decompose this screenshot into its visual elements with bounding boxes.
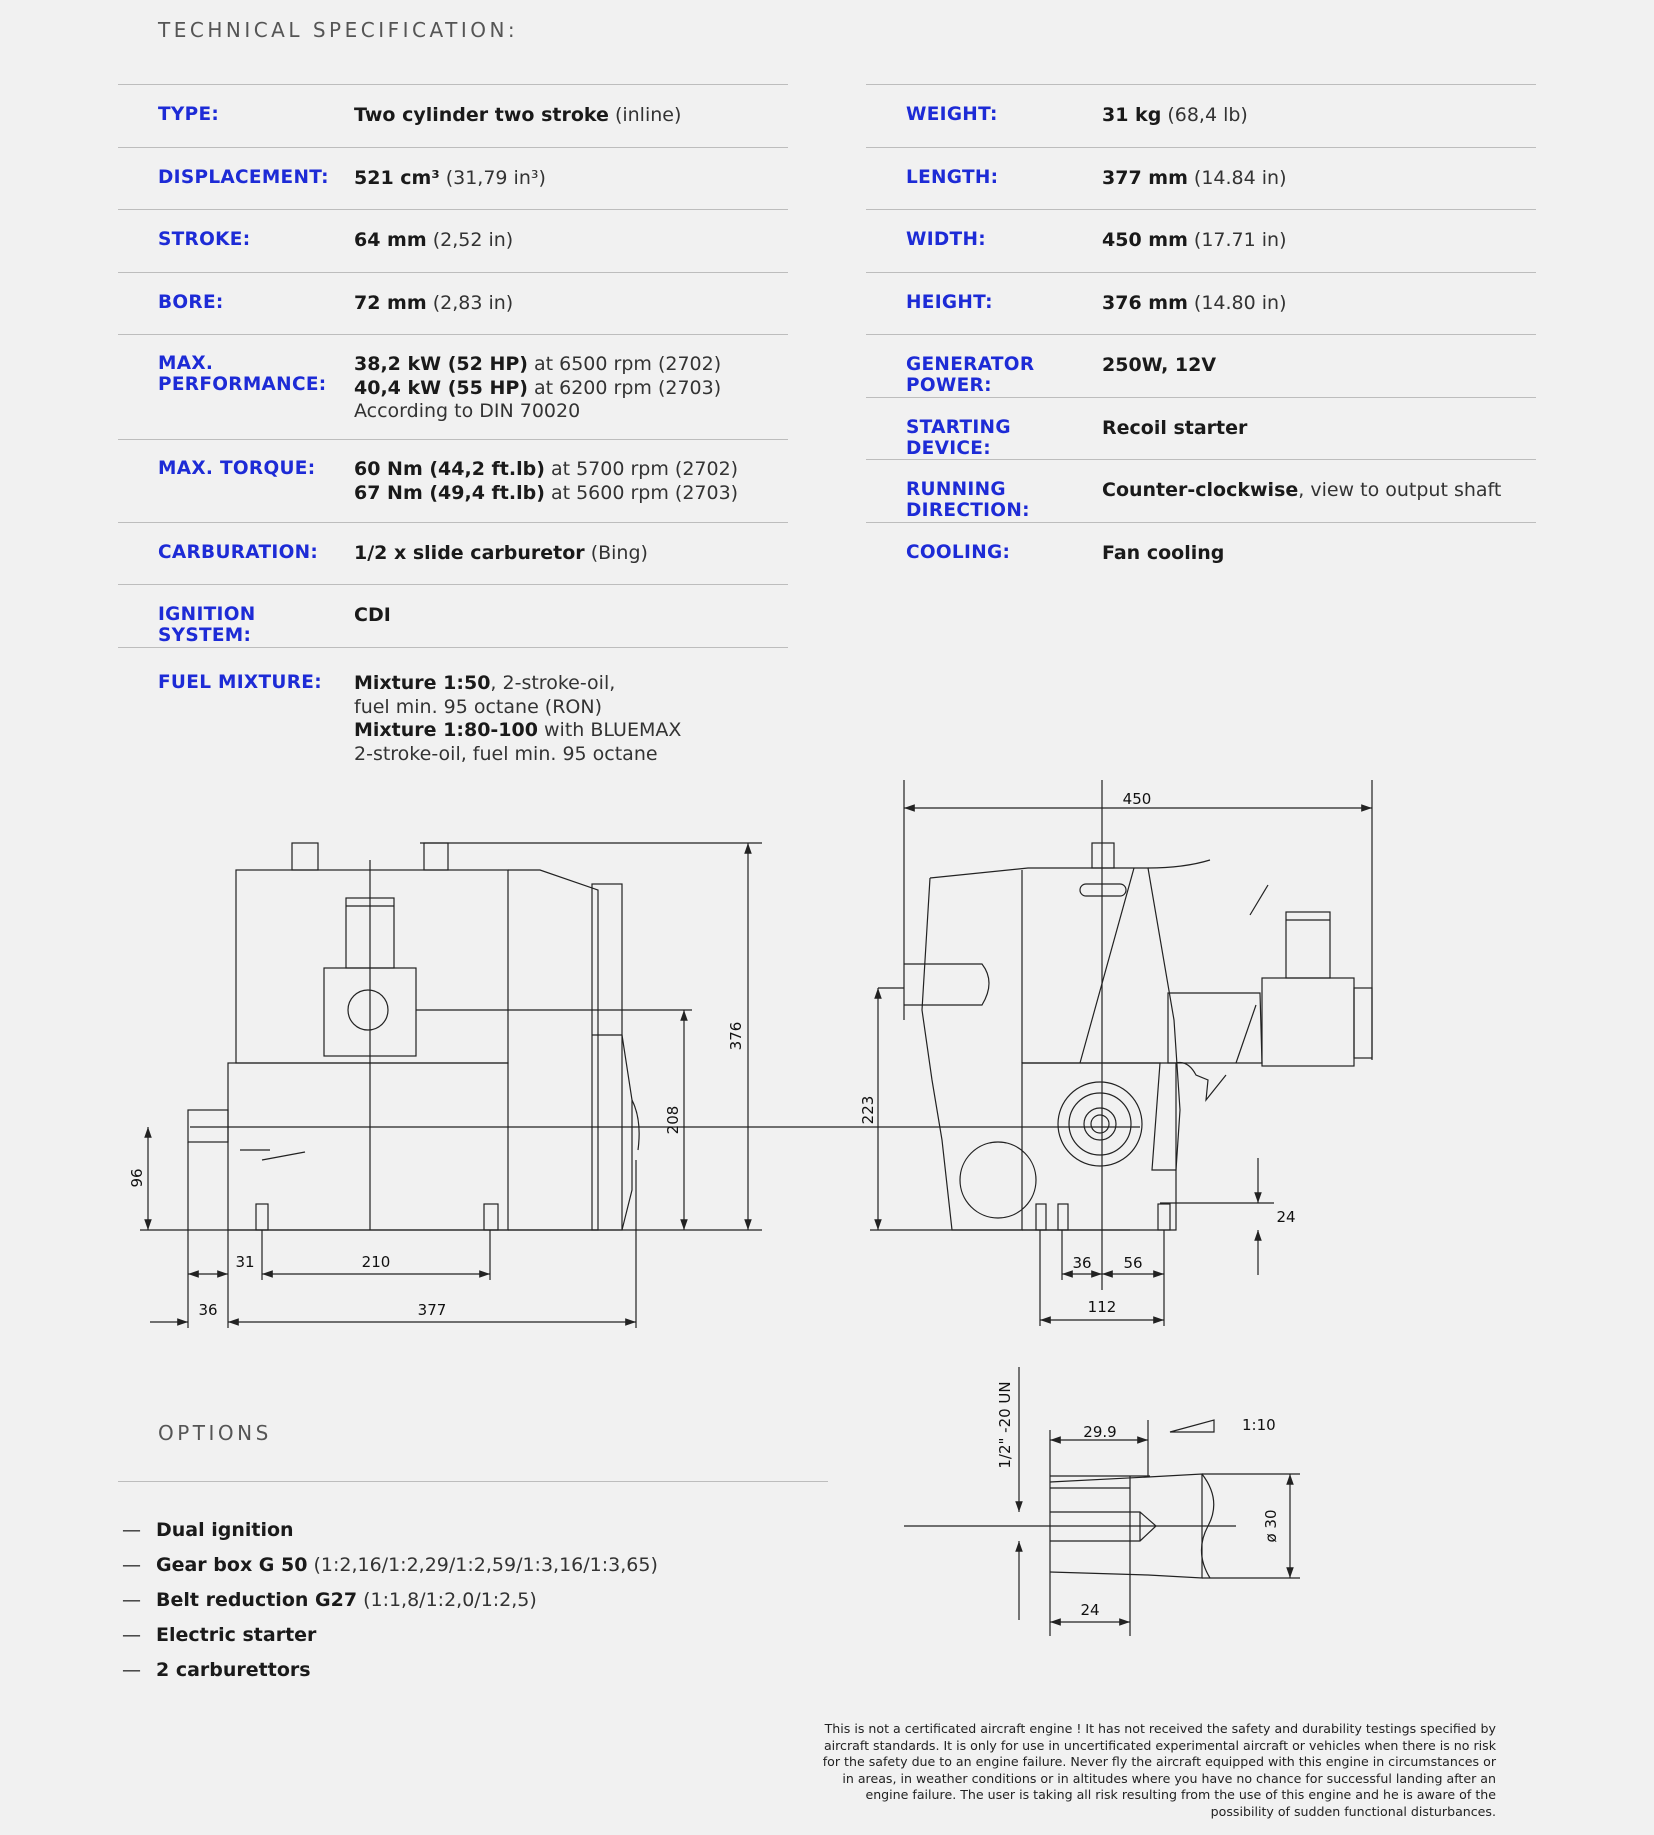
side-view-drawing bbox=[140, 843, 1143, 1328]
list-item: — Dual ignition bbox=[122, 1518, 294, 1541]
spec-value: Two cylinder two stroke (inline) bbox=[354, 104, 682, 126]
dim-label: 208 bbox=[664, 1105, 682, 1135]
dim-label: 36 bbox=[1072, 1254, 1092, 1272]
dim-label: 29.9 bbox=[1083, 1423, 1117, 1441]
spec-value: 38,2 kW (52 HP) at 6500 rpm (2702) 40,4 kW (55 HP) at 6200 rpm (2703) According to DIN 70020 bbox=[354, 353, 722, 422]
spec-value: 376 mm (14.80 in) bbox=[1102, 292, 1287, 314]
spec-value: 377 mm (14.84 in) bbox=[1102, 167, 1287, 189]
spec-value: Recoil starter bbox=[1102, 417, 1248, 439]
list-item: — Belt reduction G27 (1:1,8/1:2,0/1:2,5) bbox=[122, 1588, 537, 1611]
spec-value: 521 cm³ (31,79 in³) bbox=[354, 167, 546, 189]
dim-label: 450 bbox=[1122, 790, 1152, 808]
spec-label: TYPE: bbox=[158, 104, 220, 125]
dim-label: 96 bbox=[128, 1168, 146, 1188]
options-divider bbox=[118, 1481, 828, 1482]
spec-label: COOLING: bbox=[906, 542, 1011, 563]
list-item: — 2 carburettors bbox=[122, 1658, 311, 1681]
spec-value: Fan cooling bbox=[1102, 542, 1225, 564]
dim-label: 31 bbox=[235, 1253, 255, 1271]
spec-label: HEIGHT: bbox=[906, 292, 993, 313]
spec-label: CARBURATION: bbox=[158, 542, 319, 563]
spec-value: Mixture 1:50, 2-stroke-oil, fuel min. 95 octane (RON) Mixture 1:80-100 with BLUEMAX 2-stroke-oil, fuel min. 95 octane bbox=[354, 672, 682, 765]
spec-label: STARTING DEVICE: bbox=[906, 417, 1011, 459]
spec-label: MAX. TORQUE: bbox=[158, 458, 316, 479]
page-title: TECHNICAL SPECIFICATION: bbox=[158, 18, 519, 42]
spec-label: STROKE: bbox=[158, 229, 251, 250]
dim-label: 1:10 bbox=[1242, 1416, 1276, 1434]
spec-label: WIDTH: bbox=[906, 229, 986, 250]
spec-value: 60 Nm (44,2 ft.lb) at 5700 rpm (2702) 67 Nm (49,4 ft.lb) at 5600 rpm (2703) bbox=[354, 458, 739, 504]
dim-label: 56 bbox=[1123, 1254, 1143, 1272]
dim-label: 24 bbox=[1276, 1208, 1296, 1226]
spec-value: 250W, 12V bbox=[1102, 354, 1217, 376]
list-item: — Gear box G 50 (1:2,16/1:2,29/1:2,59/1:3,16/1:3,65) bbox=[122, 1553, 658, 1576]
dim-label: ø 30 bbox=[1262, 1509, 1280, 1543]
front-view-drawing bbox=[870, 780, 1372, 1326]
spec-label: IGNITION SYSTEM: bbox=[158, 604, 256, 646]
disclaimer: This is not a certificated aircraft engine ! It has not received the safety and durability testings specified by aircraft standards. It is only for use in uncertificated experimental aircraft or vehicles when there is no risk for the safety due to an engine failure. Never fly the aircraft equipped with this engine in circumstances or in areas, in weather conditions or in altitudes where you have no chance for successful landing after an engine failure. The user is taking all risk resulting from the use of this engine and he is aware of the possibility of sudden functional disturbances. bbox=[822, 1721, 1496, 1819]
spec-value: 31 kg (68,4 lb) bbox=[1102, 104, 1248, 126]
spec-value: CDI bbox=[354, 604, 391, 626]
shaft-detail-drawing bbox=[904, 1367, 1300, 1636]
spec-label: DISPLACEMENT: bbox=[158, 167, 329, 188]
dim-label: 210 bbox=[361, 1253, 391, 1271]
spec-value: 1/2 x slide carburetor (Bing) bbox=[354, 542, 648, 564]
spec-value: 64 mm (2,52 in) bbox=[354, 229, 514, 251]
spec-value: Counter-clockwise, view to output shaft bbox=[1102, 479, 1502, 501]
spec-label: MAX. PERFORMANCE: bbox=[158, 353, 327, 395]
dim-label: 24 bbox=[1080, 1601, 1100, 1619]
dim-label: 223 bbox=[859, 1095, 877, 1125]
dim-label: 1/2" -20 UN bbox=[996, 1381, 1014, 1469]
spec-value: 72 mm (2,83 in) bbox=[354, 292, 514, 314]
spec-label: BORE: bbox=[158, 292, 224, 313]
spec-label: GENERATOR POWER: bbox=[906, 354, 1035, 396]
dim-label: 36 bbox=[198, 1301, 218, 1319]
spec-label: RUNNING DIRECTION: bbox=[906, 479, 1030, 521]
options-title: OPTIONS bbox=[158, 1421, 272, 1445]
spec-label: FUEL MIXTURE: bbox=[158, 672, 322, 693]
dim-label: 376 bbox=[727, 1021, 745, 1051]
spec-label: WEIGHT: bbox=[906, 104, 998, 125]
dim-label: 377 bbox=[417, 1301, 447, 1319]
spec-label: LENGTH: bbox=[906, 167, 999, 188]
spec-value: 450 mm (17.71 in) bbox=[1102, 229, 1287, 251]
dim-label: 112 bbox=[1087, 1298, 1117, 1316]
list-item: — Electric starter bbox=[122, 1623, 317, 1646]
options-list bbox=[122, 1512, 658, 1687]
